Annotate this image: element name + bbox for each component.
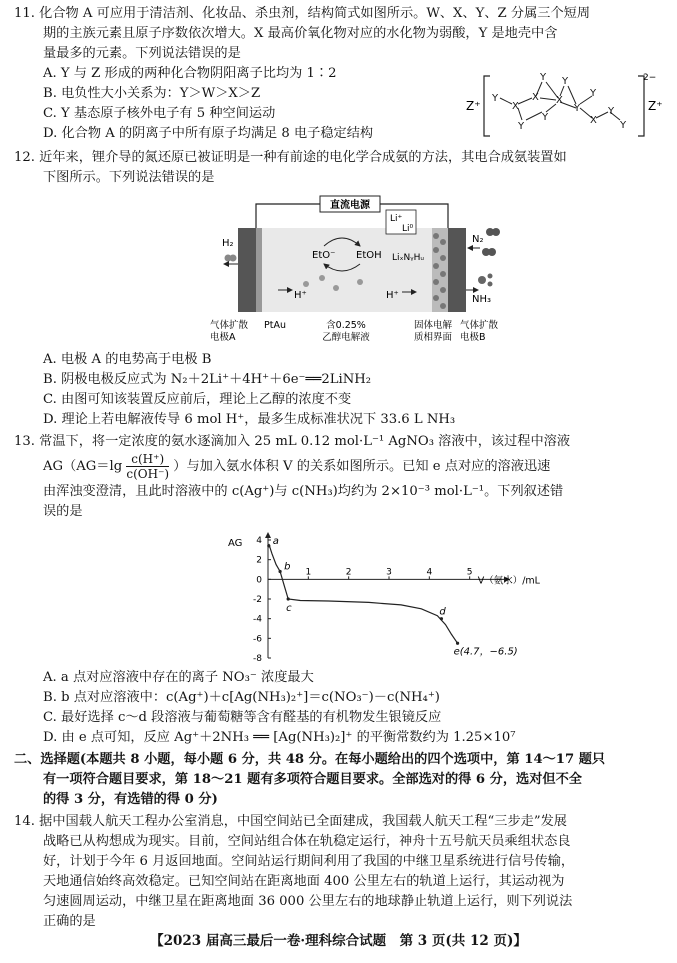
electrode-a	[238, 228, 256, 312]
atom-y: Y	[590, 88, 597, 99]
hplus-left: H⁺	[294, 290, 307, 301]
atom-y: Y	[542, 112, 549, 123]
q11-line: 11. 化合物 A 可应用于清洁剂、化妆品、杀虫剂，结构简式如图所示。W、X、Y、Z 分属三个短周	[14, 6, 591, 21]
y-tick-label: 4	[256, 536, 262, 546]
electrode-b-label: 气体扩散	[460, 320, 499, 331]
q12-options	[14, 350, 666, 430]
q14-line: 战略已从构想成为现实。目前，空间站组合体在轨稳定运行，神舟十五号航天员乘组状态良	[43, 834, 571, 849]
q13-options	[14, 668, 666, 748]
frac-numerator: c(H⁺)	[126, 452, 169, 467]
y-tick-label: -8	[253, 654, 262, 664]
y-tick-label: -6	[253, 634, 262, 645]
y-axis-arrow	[265, 532, 271, 538]
atom-y: Y	[492, 93, 499, 104]
q13-option-d: D. 由 e 点可知，反应 Ag⁺＋2NH₃ ══ [Ag(NH₃)₂]⁺ 的平衡常数约为 1.25×10⁷	[43, 730, 516, 745]
x-tick-label: 4	[426, 567, 433, 578]
q13-option-a: A. a 点对应溶液中存在的离子 NO₃⁻ 浓度最大	[43, 670, 314, 685]
cation-right: Z⁺	[648, 99, 663, 113]
page-footer: 【2023 届高三最后一卷·理科综合试题 第 3 页(共 12 页)】	[150, 933, 527, 949]
q14-line: 正确的是	[43, 914, 96, 929]
atom-y: Y	[540, 72, 547, 83]
x-tick-label: 2	[345, 567, 352, 578]
point-label-e: e(4.7，−6.5)	[453, 646, 518, 658]
li-plus-label: Li⁺	[390, 214, 403, 224]
q12-line: 下图所示。下列说法错误的是	[43, 170, 215, 185]
n2-label: N₂	[472, 234, 484, 245]
li0-label: Li⁰	[402, 224, 414, 234]
ag-curve	[269, 544, 458, 643]
point-c	[287, 597, 290, 600]
electrolyte-label: 含0.25%	[326, 320, 366, 331]
section-2-line: 的得 3 分，有选错的得 0 分)	[43, 792, 218, 807]
y-tick-label: -2	[253, 595, 262, 605]
q13-option-b: B. b 点对应溶液中：c(Ag⁺)＋c[Ag(NH₃)₂⁺]＝c(NO₃⁻)－c(NH₄⁺)	[43, 690, 440, 705]
atom-x: X	[556, 95, 563, 106]
ptau-layer	[256, 228, 262, 312]
q13-ag-def: AG（AG＝lg	[43, 459, 123, 474]
sei-label: 质相界面	[414, 332, 453, 343]
q13-line: 误的是	[43, 504, 83, 519]
q12-option-b: B. 阴极电极反应式为 N₂＋2Li⁺＋4H⁺＋6e⁻══2LiNH₂	[43, 372, 372, 387]
nh3-label: NH₃	[472, 294, 492, 305]
section-2-line: 二、选择题(本题共 8 小题，每小题 6 分，共 48 分。在每小题给出的四个选项中，第 14～17 题只	[14, 752, 606, 767]
y-axis-label: AG	[228, 538, 243, 549]
q11-option-a: A. Y 与 Z 形成的两种化合物阴阳离子比均为 1∶2	[43, 66, 337, 81]
point-label-a: a	[272, 535, 279, 547]
q13-fraction	[126, 452, 169, 481]
question-13	[14, 432, 666, 522]
atom-x: X	[532, 92, 539, 103]
frac-denominator: c(OH⁻)	[126, 467, 170, 481]
q14-line: 匀速圆周运动，中继卫星在距离地面 36 000 公里左右的地球静止轨道上运行，则下列说法	[43, 894, 573, 909]
point-b	[279, 570, 282, 573]
question-12	[14, 148, 666, 188]
q11-line: 量最多的元素。下列说法错误的是	[43, 46, 241, 61]
q12-option-a: A. 电极 A 的电势高于电极 B	[43, 352, 212, 367]
point-e	[456, 642, 459, 645]
q13-line: 13. 常温下，将一定浓度的氨水逐滴加入 25 mL 0.12 mol·L⁻¹ AgNO₃ 溶液中，该过程中溶液	[14, 434, 571, 449]
y-tick-label: 2	[256, 555, 262, 566]
q11-line: 期的主族元素且原子序数依次增大。X 最高价氧化物对应的水化物为弱酸，Y 是地壳中含	[43, 26, 558, 41]
ag-vs-volume-chart	[210, 530, 540, 668]
q14-line: 14. 据中国载人航天工程办公室消息，中国空间站已全面建成，我国载人航天工程“三步走”发展	[14, 814, 567, 829]
electrolyte-region	[262, 228, 440, 312]
q11-option-b: B. 电负性大小关系为：Y＞W＞X＞Z	[43, 86, 261, 101]
point-a	[267, 544, 270, 547]
atom-x: X	[512, 101, 519, 112]
hplus-right: H⁺	[386, 290, 399, 301]
dc-power-label: 直流电源	[330, 200, 370, 211]
cation-left: Z⁺	[466, 99, 481, 113]
electrode-b-label: 电极B	[460, 332, 486, 343]
electrolysis-diagram	[196, 190, 508, 350]
sei-label: 固体电解	[414, 320, 453, 331]
q11-option-c: C. Y 基态原子核外电子有 5 种空间运动	[43, 106, 276, 121]
etoh-label: EtOH	[356, 250, 382, 261]
atom-y: Y	[574, 103, 581, 114]
question-14	[14, 812, 666, 932]
ptau-label: PtAu	[264, 320, 286, 331]
atom-y: Y	[518, 121, 525, 132]
q12-option-c: C. 由图可知该装置反应前后，理论上乙醇的浓度不变	[43, 392, 352, 407]
y-tick-label: 0	[256, 575, 262, 586]
q12-line: 12. 近年来，锂介导的氮还原已被证明是一种有前途的电化学合成氨的方法，其电合成氨装置如	[14, 150, 567, 165]
point-label-b: b	[284, 561, 291, 573]
eto-label: EtO⁻	[312, 250, 336, 261]
electrode-b	[448, 228, 466, 312]
x-tick-label: 5	[466, 567, 473, 578]
h2-label: H₂	[222, 238, 234, 249]
q14-line: 好，计划于今年 6 月返回地面。空间站运行期间利用了我国的中继卫星系统进行信号传输，	[43, 854, 575, 869]
section-2-header	[14, 750, 666, 810]
x-axis-label: V（氨水）/mL	[477, 575, 540, 587]
point-label-d: d	[439, 606, 446, 618]
q13-option-c: C. 最好选择 c～d 段溶液与葡萄糖等含有醛基的有机物发生银镜反应	[43, 710, 442, 725]
y-tick-label: -4	[253, 614, 262, 625]
electrolyte-label: 乙醇电解液	[322, 332, 370, 343]
section-2-line: 有一项符合题目要求，第 18～21 题有多项符合题目要求。全部选对的得 6 分，选对但不全	[43, 772, 582, 787]
atom-y: Y	[562, 76, 569, 87]
q11-option-d: D. 化合物 A 的阴离子中所有原子均满足 8 电子稳定结构	[43, 126, 374, 141]
anion-charge: 2−	[643, 73, 657, 83]
atom-y: Y	[620, 120, 627, 131]
atom-x: X	[590, 115, 597, 126]
electrode-a-label: 电极A	[210, 332, 236, 343]
linxhy-label: LiₓNᵧHᵤ	[392, 253, 425, 263]
x-tick-label: 3	[386, 567, 392, 578]
point-label-c: c	[286, 603, 292, 614]
q13-ag-rest: ）与加入氨水体积 V 的关系如图所示。已知 e 点对应的溶液迅速	[173, 459, 551, 474]
q14-line: 天地通信始终高效稳定。已知空间站在距离地面 400 公里左右的轨道上运行，其运动视为	[43, 874, 565, 889]
atom-y: Y	[608, 106, 615, 117]
x-tick-label: 1	[305, 567, 312, 578]
q13-line: 由浑浊变澄清，且此时溶液中的 c(Ag⁺)与 c(NH₃)均约为 2×10⁻³ mol·L⁻¹。下列叙述错	[43, 484, 564, 499]
q11-structure-figure	[460, 68, 665, 142]
q12-option-d: D. 理论上若电解液传导 6 mol H⁺，最多生成标准状况下 33.6 L NH₃	[43, 412, 456, 427]
electrode-a-label: 气体扩散	[210, 320, 249, 331]
q13-line	[14, 452, 666, 482]
